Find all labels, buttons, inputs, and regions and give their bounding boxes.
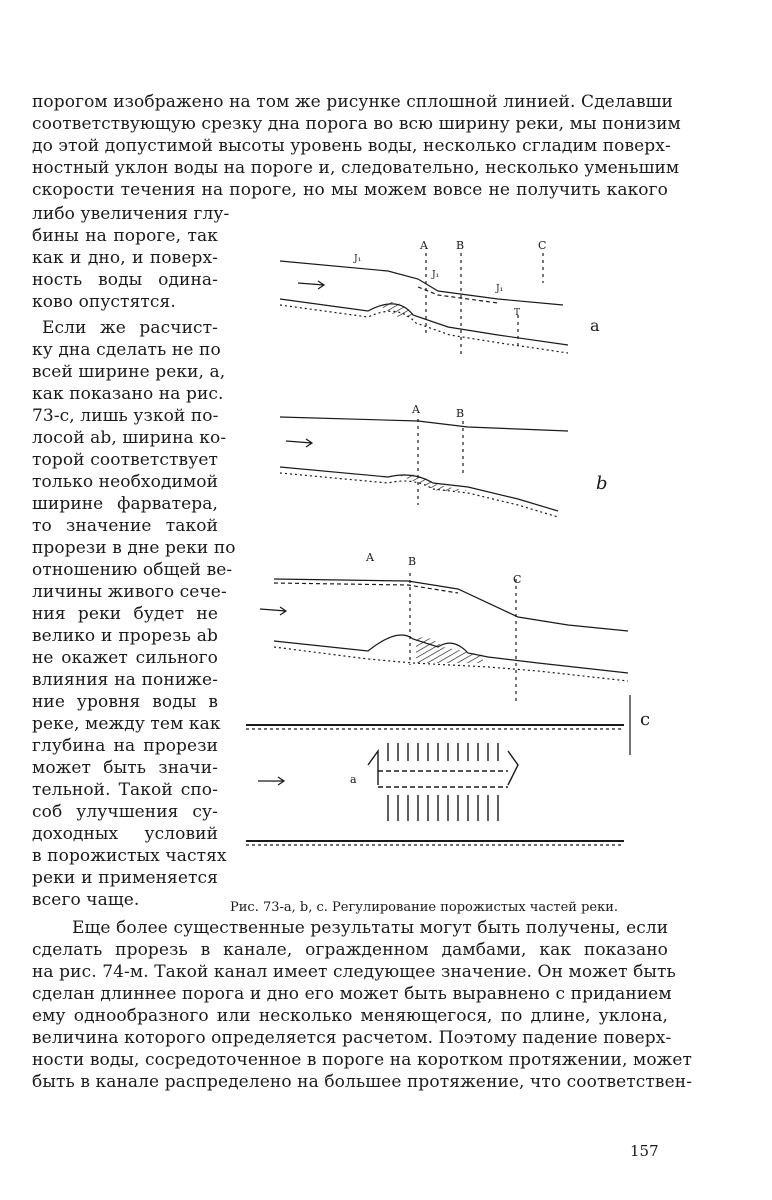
text-line: глубина на прорези (32, 736, 218, 756)
text-line: ширине фарватера, (32, 494, 218, 514)
panel-c (246, 573, 630, 845)
text-line: реки и применяется (32, 868, 218, 888)
text-line: ково опустятся. (32, 292, 176, 312)
panel-label: c (640, 709, 651, 730)
text-line: как показано на рис. (32, 384, 224, 404)
text-line: сделать прорезь в канале, огражденном дамбами, как показано (32, 940, 668, 960)
panel-label: b (596, 473, 608, 494)
text-line: прорези в дне реки по (32, 538, 236, 558)
point-label: B (456, 239, 465, 252)
text-line: только необходимой (32, 472, 219, 492)
water-surface-lowered-line (418, 287, 498, 303)
text-line: Еще более существенные результаты могут быть получены, если (72, 918, 669, 938)
text-line: всего чаще. (32, 890, 140, 910)
cut-strip (368, 743, 518, 821)
point-label: A (366, 551, 374, 564)
mark-label: J₁ (432, 270, 440, 280)
text-line: ему однообразного или несколько меняющегося, по длине, уклона, (32, 1006, 668, 1026)
text-line: Если же расчист- (42, 318, 218, 338)
figure-caption: Рис. 73-a, b, c. Регулирование порожистых частей реки. (230, 900, 619, 915)
text-line: порогом изображено на том же рисунке сплошной линией. Сделавши (32, 92, 673, 112)
flow-arrow-icon (258, 777, 284, 785)
text-line: может быть значи- (32, 758, 218, 778)
text-line: в порожистых частях (32, 846, 227, 866)
flow-arrow-icon (286, 439, 312, 447)
text-line: то значение такой (32, 516, 218, 536)
text-line: бины на пороге, так (32, 226, 218, 246)
text-line: личины живого сече- (32, 582, 227, 602)
text-line: либо увеличения глу- (32, 204, 230, 224)
mark-label: J₁ (354, 254, 362, 264)
panel-a (280, 253, 568, 355)
flow-arrow-icon (298, 281, 324, 289)
text-line: соответствующую срезку дна порога во всю ширину реки, мы понизим (32, 114, 681, 134)
text-line: соб улучшения су- (32, 802, 218, 822)
mark-label: T (514, 308, 521, 318)
river-rapids-figure (238, 235, 658, 875)
text-line: ния реки будет не (32, 604, 218, 624)
point-label: A (420, 239, 428, 252)
water-surface-line (280, 261, 563, 305)
text-line: величина которого определяется расчетом. Поэтому падение поверх- (32, 1028, 672, 1048)
riverbed-line (280, 299, 568, 345)
text-line: скорости течения на пороге, но мы можем вовсе не получить какого (32, 180, 668, 200)
riverbed-hatch (398, 474, 468, 491)
text-line: доходных условий (32, 824, 218, 844)
cut-label: a (350, 773, 357, 786)
text-line: на рис. 74-м. Такой канал имеет следующее значение. Он может быть (32, 962, 676, 982)
water-surface-line (274, 579, 628, 631)
riverbed-line (280, 467, 558, 511)
point-label: B (408, 555, 417, 568)
text-line: лосой ab, ширина ко- (32, 428, 227, 448)
text-line: тельной. Такой спо- (32, 780, 218, 800)
text-line: реке, между тем как (32, 714, 221, 734)
mark-label: J₁ (496, 284, 504, 294)
text-line: ностный уклон воды на пороге и, следовательно, несколько уменьшим (32, 158, 680, 178)
point-label: C (538, 239, 547, 252)
text-line: отношению общей ве- (32, 560, 233, 580)
text-line: ность воды одина- (32, 270, 218, 290)
text-line: ние уровня воды в (32, 692, 218, 712)
point-label: A (412, 403, 420, 416)
text-line: как и дно, и поверх- (32, 248, 218, 268)
text-line: 73-с, лишь узкой по- (32, 406, 219, 426)
water-surface-line (280, 417, 568, 431)
text-line: велико и прорезь ab (32, 626, 218, 646)
text-line: ку дна сделать не по (32, 340, 221, 360)
page-number: 157 (630, 1142, 659, 1160)
text-line: торой соответствует (32, 450, 218, 470)
text-line: влияния на пониже- (32, 670, 218, 690)
panel-b (280, 417, 568, 517)
flow-arrow-icon (260, 607, 286, 615)
panel-label: a (590, 316, 600, 335)
text-line: сделан длиннее порога и дно его может быть выравнено с приданием (32, 984, 672, 1004)
point-label: C (513, 573, 522, 586)
point-label: B (456, 407, 465, 420)
text-line: до этой допустимой высоты уровень воды, несколько сгладим поверх- (32, 136, 671, 156)
text-line: ности воды, сосредоточенное в пороге на коротком протяжении, может (32, 1050, 693, 1070)
text-line: быть в канале распределено на большее протяжение, что соответствен- (32, 1072, 693, 1092)
text-line: всей ширине реки, а, (32, 362, 226, 382)
riverbed-hatch (378, 302, 416, 317)
text-line: не окажет сильного (32, 648, 218, 668)
riverbed-hatch (416, 637, 483, 663)
